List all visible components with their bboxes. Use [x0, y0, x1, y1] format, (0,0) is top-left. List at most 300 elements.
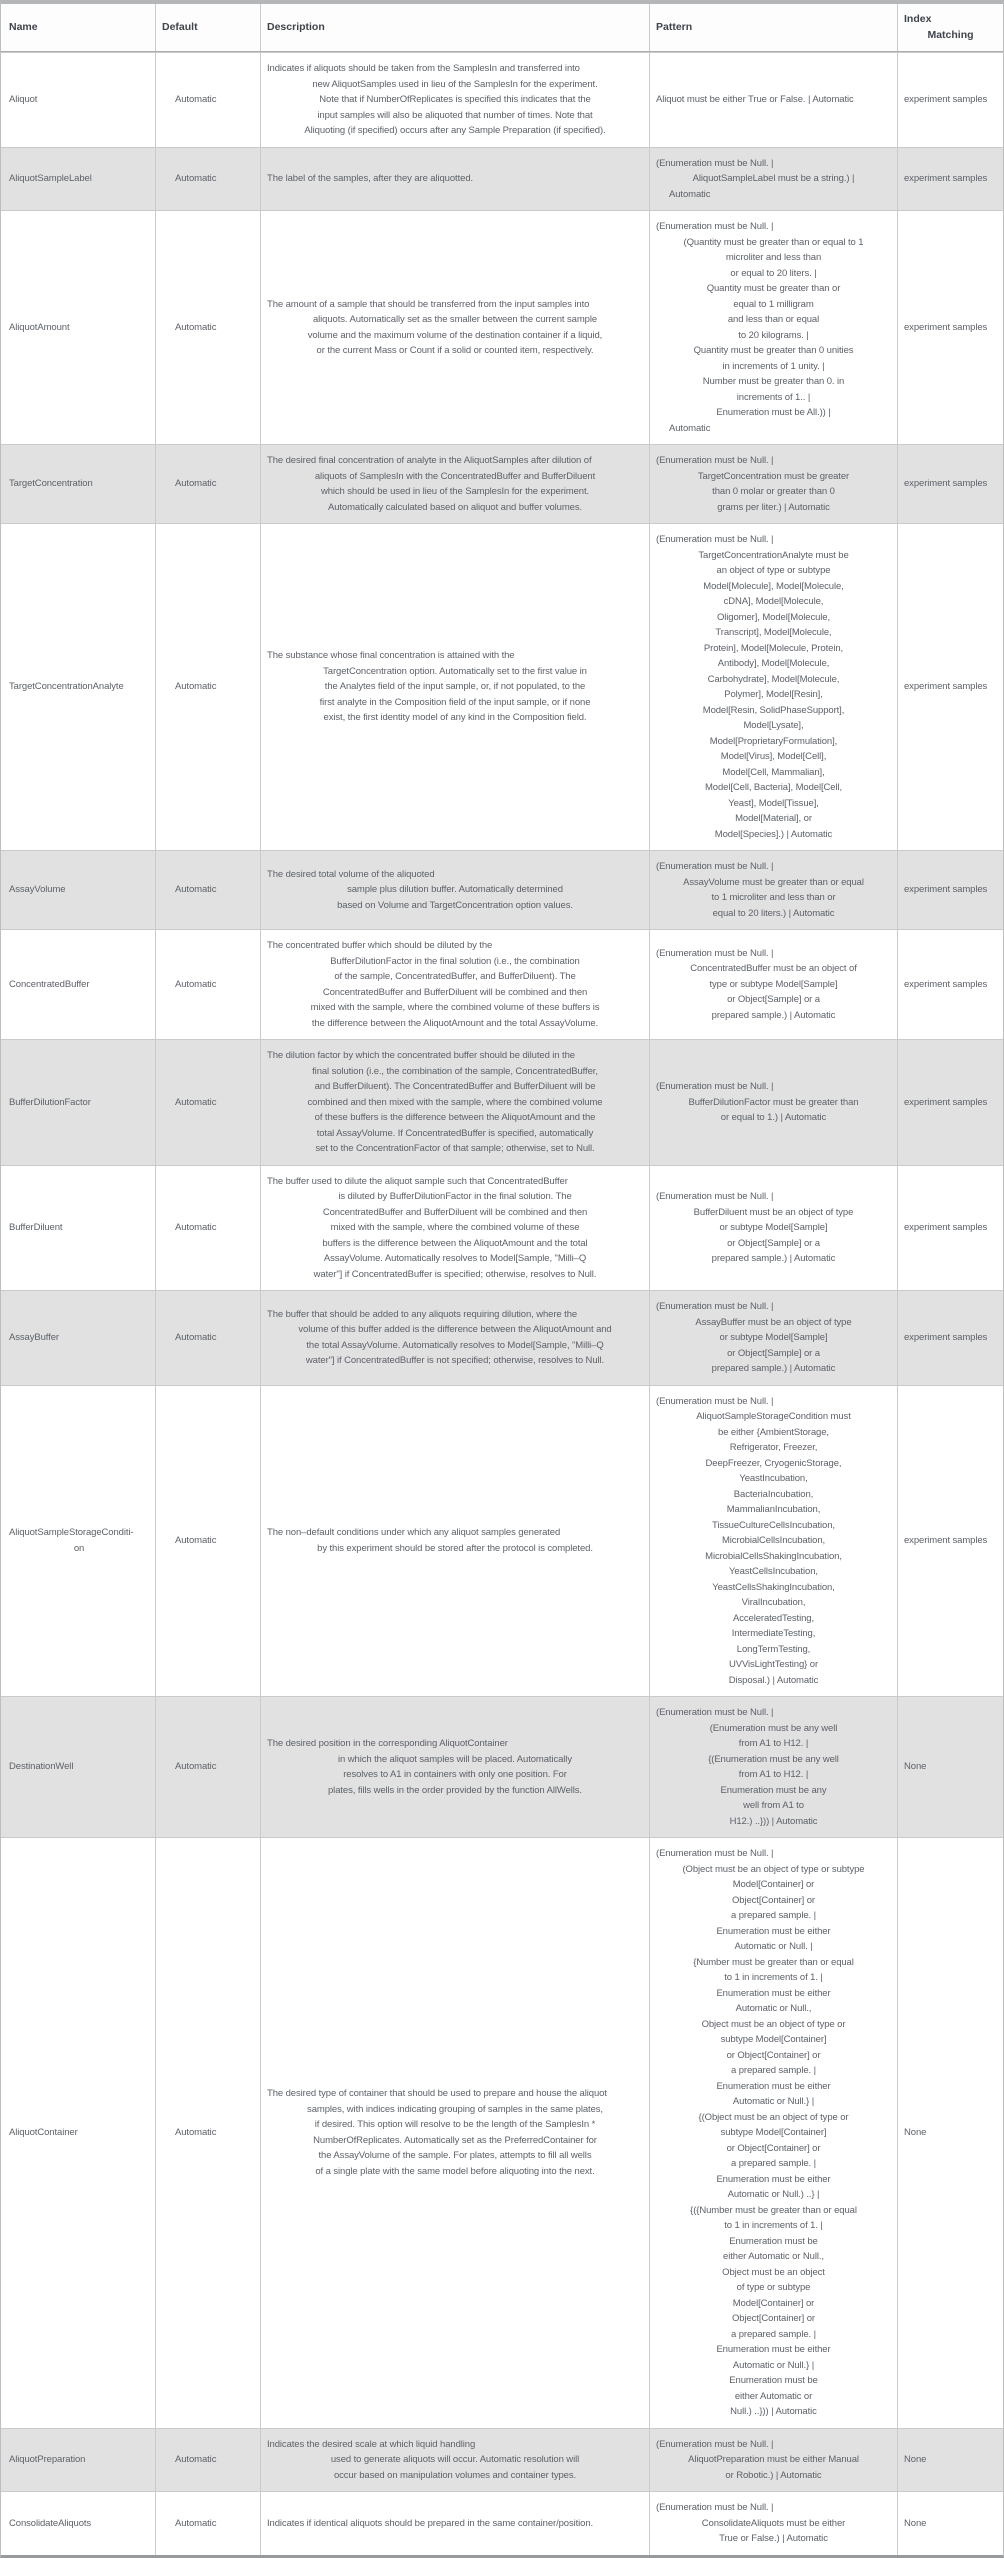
cell-line: Automatic [669, 188, 711, 200]
index-matching-cell [898, 2492, 1003, 2555]
cell-line: Automatic [175, 94, 217, 105]
description-cell [261, 1386, 650, 1697]
cell-line: None [904, 1761, 927, 1773]
name-cell [1, 524, 156, 850]
description-cell [261, 930, 650, 1039]
default-cell [156, 1697, 261, 1837]
cell-line: of type or subtype [736, 2282, 811, 2293]
cell-line: True or False.) | Automatic [719, 2533, 828, 2544]
cell-line: None [904, 2127, 927, 2138]
cell-line: {(Enumeration must be any well [708, 1753, 839, 1765]
cell-line: Polymer], Model[Resin], [724, 689, 823, 700]
table-row [1, 1385, 1003, 1697]
cell-line: YeastCellsShakingIncubation, [712, 1581, 835, 1593]
cell-line: AssayBuffer [9, 1332, 59, 1343]
cell-line: based on Volume and TargetConcentration option values. [337, 899, 573, 911]
cell-line: Null.) ..})) | Automatic [730, 2406, 817, 2417]
index-matching-cell [898, 1040, 1003, 1165]
cell-line: (Enumeration must be Null. | [656, 1081, 774, 1092]
cell-line: AssayBuffer must be an object of type [695, 1316, 852, 1328]
cell-line: prepared sample.) | Automatic [711, 1009, 836, 1021]
index-matching-cell [898, 148, 1003, 211]
cell-line: the AssayVolume of the sample. For plates, attempts to fill all wells [318, 2150, 592, 2162]
default-cell [156, 1386, 261, 1697]
pattern-cell [650, 1166, 898, 1291]
pattern-cell [650, 851, 898, 929]
cell-line: TargetConcentration [9, 478, 93, 490]
table-row [1, 850, 1003, 929]
cell-line: or equal to 20 liters. | [730, 267, 817, 279]
cell-line: AssayVolume must be greater than or equal [683, 876, 864, 888]
cell-line: Automatic [175, 681, 217, 693]
cell-line: Enumeration must be either [716, 1987, 831, 1999]
cell-line: YeastCellsIncubation, [729, 1566, 818, 1577]
cell-line: (Enumeration must be Null. | [656, 1707, 774, 1718]
cell-line: Enumeration must be either [716, 1925, 831, 1937]
cell-line: from A1 to H12. | [738, 1738, 809, 1749]
table-row [1, 1165, 1003, 1291]
cell-line: Automatic [175, 2517, 217, 2529]
cell-line: if desired. This option will resolve to be the length of the SamplesIn * [314, 2119, 596, 2131]
cell-line: Note that if NumberOfReplicates is specified this indicates that the [319, 94, 591, 105]
cell-line: TargetConcentrationAnalyte must be [698, 549, 849, 561]
cell-line: Automatic [175, 1535, 217, 1546]
cell-line: {({Number must be greater than or equal [690, 2204, 857, 2216]
description-cell [261, 1697, 650, 1837]
cell-line: AssayVolume [9, 884, 66, 896]
pattern-cell [650, 148, 898, 211]
description-cell [261, 148, 650, 211]
cell-line: plates, fills wells in the order provided by the function AllWells. [328, 1784, 582, 1796]
cell-line: buffers is the difference between the AliquotAmount and the total [322, 1237, 588, 1249]
pattern-cell [650, 445, 898, 523]
cell-line: cDNA], Model[Molecule, [723, 596, 824, 607]
cell-line: (Quantity must be greater than or equal to 1 [683, 236, 864, 248]
cell-line: Enumeration must be [729, 2235, 818, 2247]
cell-line: either Automatic or Null., [723, 2251, 824, 2262]
cell-line: or Object[Sample] or a [727, 994, 820, 1006]
description-cell [261, 524, 650, 850]
description-cell [261, 1291, 650, 1385]
pattern-cell [650, 1386, 898, 1697]
description-cell [261, 1040, 650, 1165]
name-cell [1, 1838, 156, 2428]
cell-line: or Object[Container] or [726, 2049, 821, 2061]
cell-line: or subtype Model[Sample] [719, 1332, 828, 1343]
cell-line: (Enumeration must be Null. | [656, 1395, 774, 1407]
name-cell [1, 1386, 156, 1697]
cell-line: experiment samples [904, 1535, 988, 1546]
cell-line: Indicates the desired scale at which liquid handling [267, 2438, 476, 2450]
column-header [650, 4, 898, 51]
cell-line: equal to 1 milligram [733, 298, 814, 310]
cell-line: final solution (i.e., the combination of the sample, ConcentratedBuffer, [312, 1065, 598, 1077]
cell-line: new AliquotSamples used in lieu of the SamplesIn for the experiment. [312, 78, 598, 90]
cell-line: used to generate aliquots will occur. Automatic resolution will [330, 2454, 580, 2465]
cell-line: is diluted by BufferDilutionFactor in the final solution. The [338, 1191, 572, 1202]
cell-line: a prepared sample. | [731, 2065, 816, 2076]
cell-line: Automatic or Null.} | [732, 2359, 815, 2371]
cell-line: well from A1 to [743, 1800, 804, 1811]
cell-line: Automatic [175, 478, 217, 490]
cell-line: ConcentratedBuffer [9, 978, 90, 990]
cell-line: in increments of 1 unity. | [722, 360, 825, 372]
index-matching-cell [898, 445, 1003, 523]
cell-line: or the current Mass or Count if a solid or counted item, respectively. [316, 345, 594, 356]
cell-line: Model[Lysate], [743, 720, 804, 731]
cell-line: (Enumeration must be Null. | [656, 534, 774, 545]
cell-line: samples, with indices indicating grouping of samples in the same plates, [307, 2103, 603, 2115]
default-cell [156, 148, 261, 211]
cell-line: the difference between the AliquotAmount and the total AssayVolume. [311, 1017, 599, 1029]
name-cell [1, 1697, 156, 1837]
index-matching-cell [898, 1166, 1003, 1291]
column-header [898, 4, 1003, 51]
cell-line: AcceleratedTesting, [732, 1612, 814, 1624]
cell-line: experiment samples [904, 94, 988, 105]
cell-line: The buffer that should be added to any aliquots requiring dilution, where the [267, 1308, 578, 1320]
cell-line: in which the aliquot samples will be placed. Automatically [338, 1753, 572, 1765]
cell-line: Model[Container] or [732, 1879, 815, 1890]
table-row [1, 1039, 1003, 1165]
cell-line: AliquotPreparation must be either Manual [688, 2454, 859, 2465]
cell-line: Model[Cell, Mammalian], [722, 766, 825, 778]
cell-line: type or subtype Model[Sample] [709, 978, 838, 990]
cell-line: Model[Container] or [732, 2297, 815, 2309]
index-matching-cell [898, 1291, 1003, 1385]
cell-line: either Automatic or [734, 2390, 813, 2402]
cell-line: the Analytes field of the input sample, or, if not populated, to the [324, 681, 586, 693]
cell-line: None [904, 2454, 927, 2465]
cell-line: increments of 1.. | [736, 391, 811, 403]
table-row [1, 1837, 1003, 2428]
cell-line: DestinationWell [9, 1761, 74, 1773]
cell-line: UVVisLightTesting} or [728, 1659, 819, 1670]
cell-line: Automatic or Null.) ..} | [727, 2189, 820, 2200]
cell-line: the total AssayVolume. Automatically resolves to Model[Sample, "Milli–Q [306, 1339, 604, 1351]
cell-line: or Object[Sample] or a [727, 1237, 820, 1249]
pattern-cell [650, 1040, 898, 1165]
cell-line: AliquotSampleStorageConditi- [9, 1527, 134, 1539]
cell-line: Indicates if identical aliquots should be prepared in the same container/position. [267, 2517, 594, 2529]
cell-line: Automatic [175, 321, 217, 333]
cell-line: The amount of a sample that should be transferred from the input samples into [267, 298, 590, 310]
cell-line: AliquotSampleStorageCondition must [696, 1411, 851, 1422]
index-matching-cell [898, 524, 1003, 850]
cell-line: a prepared sample. | [731, 2158, 816, 2169]
cell-line: (Enumeration must be Null. | [656, 947, 774, 959]
default-cell [156, 524, 261, 850]
name-cell [1, 1166, 156, 1291]
cell-line: None [904, 2517, 927, 2529]
cell-line: Name [9, 20, 38, 33]
default-cell [156, 930, 261, 1039]
index-matching-cell [898, 1838, 1003, 2428]
cell-line: Carbohydrate], Model[Molecule, [707, 673, 840, 685]
cell-line: prepared sample.) | Automatic [711, 1253, 836, 1264]
table-row [1, 444, 1003, 523]
cell-line: MicrobialCellsIncubation, [721, 1535, 826, 1546]
cell-line: LongTermTesting, [736, 1643, 811, 1655]
description-cell [261, 2492, 650, 2555]
cell-line: TargetConcentration must be greater [697, 470, 850, 482]
cell-line: grams per liter.) | Automatic [717, 501, 830, 513]
name-cell [1, 1040, 156, 1165]
cell-line: to 1 microliter and less than or [711, 892, 836, 903]
cell-line: to 1 in increments of 1. | [724, 1972, 823, 1983]
cell-line: Aliquot must be either True or False. | Automatic [656, 94, 854, 105]
cell-line: or Object[Container] or [726, 2142, 821, 2154]
cell-line: Automatic [175, 2127, 217, 2138]
cell-line: exist, the first identity model of any kind in the Composition field. [323, 712, 587, 724]
index-matching-cell [898, 2429, 1003, 2492]
column-header [1, 4, 156, 51]
cell-line: AliquotSampleLabel must be a string.) | [692, 173, 855, 184]
cell-line: Quantity must be greater than 0 unities [693, 345, 854, 356]
table-row [1, 1696, 1003, 1837]
cell-line: Automatically calculated based on aliquot and buffer volumes. [327, 501, 583, 513]
table-row [1, 210, 1003, 444]
pattern-cell [650, 524, 898, 850]
cell-line: BacteriaIncubation, [733, 1488, 814, 1500]
cell-line: The concentrated buffer which should be diluted by the [267, 940, 493, 951]
cell-line: volume and the maximum volume of the destination container if a liquid, [307, 329, 603, 341]
default-cell [156, 851, 261, 929]
cell-line: (Enumeration must be Null. | [656, 2438, 774, 2450]
cell-line: Automatic or Null., [735, 2003, 812, 2014]
cell-line: AliquotContainer [9, 2127, 78, 2138]
index-matching-cell [898, 53, 1003, 147]
cell-line: Automatic [175, 1222, 217, 1233]
cell-line: than 0 molar or greater than 0 [712, 486, 835, 497]
cell-line: subtype Model[Container] [720, 2127, 827, 2138]
cell-line: first analyte in the Composition field of the input sample, or if none [319, 696, 591, 708]
cell-line: be either {AmbientStorage, [718, 1426, 829, 1438]
default-cell [156, 445, 261, 523]
name-cell [1, 851, 156, 929]
cell-line: Model[Cell, Bacteria], Model[Cell, [704, 782, 843, 793]
cell-line: and BufferDiluent). The ConcentratedBuffer and BufferDiluent will be [314, 1081, 596, 1092]
cell-line: Yeast], Model[Tissue], [728, 797, 819, 809]
cell-line: of the sample, ConcentratedBuffer, and BufferDiluent). The [334, 971, 576, 982]
index-matching-cell [898, 1697, 1003, 1837]
name-cell [1, 2429, 156, 2492]
cell-line: and less than or equal [727, 314, 820, 325]
cell-line: BufferDilutionFactor [9, 1096, 91, 1108]
cell-line: (Enumeration must be Null. | [656, 861, 774, 872]
cell-line: combined and then mixed with the sample, where the combined volume [307, 1096, 603, 1108]
cell-line: Automatic [175, 884, 217, 896]
cell-line: AliquotSampleLabel [9, 173, 92, 184]
cell-line: Aliquoting (if specified) occurs after any Sample Preparation (if specified). [304, 125, 606, 136]
cell-line: ConsolidateAliquots must be either [701, 2517, 846, 2529]
cell-line: Enumeration must be either [716, 2080, 831, 2092]
cell-line: {Number must be greater than or equal [693, 1956, 854, 1968]
cell-line: ConcentratedBuffer and BufferDiluent will be combined and then [322, 986, 588, 998]
cell-line: experiment samples [904, 478, 988, 490]
cell-line: from A1 to H12. | [738, 1769, 809, 1780]
cell-line: which should be used in lieu of the SamplesIn for the experiment. [320, 486, 590, 497]
cell-line: Model[Virus], Model[Cell], [720, 751, 827, 762]
cell-line: ConcentratedBuffer and BufferDiluent will be combined and then [322, 1206, 588, 1218]
cell-line: Object[Container] or [731, 2313, 815, 2324]
name-cell [1, 53, 156, 147]
cell-line: Automatic [175, 1332, 217, 1343]
index-matching-cell [898, 930, 1003, 1039]
cell-line: (Enumeration must be Null. | [656, 157, 774, 169]
default-cell [156, 53, 261, 147]
pattern-cell [650, 211, 898, 444]
description-cell [261, 1838, 650, 2428]
pattern-cell [650, 2429, 898, 2492]
cell-line: volume of this buffer added is the difference between the AliquotAmount and [298, 1324, 612, 1336]
cell-line: resolves to A1 in containers with only one position. For [343, 1769, 567, 1780]
cell-line: microliter and less than [725, 252, 822, 263]
cell-line: (Enumeration must be Null. | [656, 2502, 774, 2513]
cell-line: water"] if ConcentratedBuffer is not specified; otherwise, resolves to Null. [305, 1355, 605, 1367]
cell-line: sample plus dilution buffer. Automatically determined [347, 884, 563, 896]
description-cell [261, 53, 650, 147]
cell-line: Automatic [175, 1096, 217, 1108]
cell-line: Pattern [656, 20, 693, 33]
cell-line: Enumeration must be either [716, 2173, 831, 2185]
cell-line: experiment samples [904, 1222, 988, 1233]
table-row [1, 1290, 1003, 1385]
cell-line: (Enumeration must be Null. | [656, 221, 774, 232]
cell-line: Index [904, 13, 932, 25]
index-matching-cell [898, 851, 1003, 929]
description-cell [261, 2429, 650, 2492]
default-cell [156, 1166, 261, 1291]
cell-line: to 20 kilograms. | [738, 329, 809, 341]
cell-line: Automatic or Null. | [734, 1941, 813, 1952]
cell-line: Automatic [669, 422, 711, 434]
cell-line: {(Object must be an object of type or [698, 2111, 849, 2123]
cell-line: The desired final concentration of analyte in the AliquotSamples after dilution of [267, 455, 592, 466]
cell-line: Automatic [175, 173, 217, 184]
table-row [1, 929, 1003, 1039]
pattern-cell [650, 930, 898, 1039]
cell-line: experiment samples [904, 978, 988, 990]
cell-line: BufferDilutionFactor in the final solution (i.e., the combination [330, 955, 580, 967]
cell-line: Quantity must be greater than or [706, 283, 841, 294]
default-cell [156, 1040, 261, 1165]
table-row [1, 52, 1003, 147]
cell-line: Refrigerator, Freezer, [729, 1442, 818, 1453]
name-cell [1, 148, 156, 211]
cell-line: DeepFreezer, CryogenicStorage, [705, 1457, 842, 1469]
cell-line: Object[Container] or [731, 1894, 815, 1906]
pattern-cell [650, 1838, 898, 2428]
cell-line: MammalianIncubation, [726, 1504, 821, 1515]
cell-line: AssayVolume. Automatically resolves to Model[Sample, "Milli–Q [323, 1253, 587, 1264]
cell-line: mixed with the sample, where the combined volume of these buffers is [310, 1002, 600, 1013]
table-row [1, 2491, 1003, 2555]
cell-line: Enumeration must be [729, 2375, 818, 2386]
cell-line: NumberOfReplicates. Automatically set as the PreferredContainer for [313, 2134, 597, 2146]
cell-line: aliquots. Automatically set as the smaller between the current sample [312, 314, 598, 325]
cell-line: MicrobialCellsShakingIncubation, [705, 1550, 842, 1562]
cell-line: or Robotic.) | Automatic [725, 2469, 822, 2481]
cell-line: a prepared sample. | [731, 2328, 816, 2340]
cell-line: or equal to 1.) | Automatic [720, 1112, 827, 1123]
table-row [1, 2428, 1003, 2492]
cell-line: The desired position in the corresponding AliquotContainer [267, 1738, 508, 1749]
pattern-cell [650, 1291, 898, 1385]
cell-line: (Enumeration must be Null. | [656, 1848, 774, 1859]
cell-line: Enumeration must be either [716, 2344, 831, 2355]
cell-line: BufferDiluent must be an object of type [693, 1206, 854, 1218]
cell-line: Enumeration must be All.)) | [716, 407, 831, 418]
default-cell [156, 1291, 261, 1385]
cell-line: Transcript], Model[Molecule, [715, 627, 832, 638]
cell-line: The desired type of container that should be used to prepare and house the aliquot [267, 2088, 607, 2100]
cell-line: experiment samples [904, 173, 988, 184]
default-cell [156, 2429, 261, 2492]
cell-line: input samples will also be aliquoted that number of times. Note that [317, 109, 593, 121]
cell-line: The label of the samples, after they are aliquotted. [267, 173, 474, 184]
cell-line: occur based on manipulation volumes and container types. [333, 2469, 577, 2481]
cell-line: Enumeration must be any [720, 1784, 827, 1796]
cell-line: on [73, 1542, 85, 1554]
cell-line: Matching [927, 28, 974, 41]
default-cell [156, 2492, 261, 2555]
cell-line: by this experiment should be stored after the protocol is completed. [317, 1542, 593, 1554]
cell-line: Automatic [175, 978, 217, 990]
cell-line: AliquotPreparation [9, 2454, 86, 2465]
cell-line: Antibody], Model[Molecule, [717, 658, 830, 669]
name-cell [1, 2492, 156, 2555]
cell-line: The non–default conditions under which any aliquot samples generated [267, 1527, 561, 1539]
index-matching-cell [898, 1386, 1003, 1697]
cell-line: The buffer used to dilute the aliquot sample such that ConcentratedBuffer [267, 1175, 568, 1187]
cell-line: Automatic or Null.} | [732, 2096, 815, 2107]
cell-line: experiment samples [904, 321, 988, 333]
cell-line: Model[ProprietaryFormulation], [709, 735, 838, 747]
cell-line: (Enumeration must be Null. | [656, 455, 774, 466]
cell-line: of these buffers is the difference between the AliquotAmount and the [314, 1112, 596, 1123]
cell-line: or subtype Model[Sample] [719, 1222, 828, 1233]
cell-line: IntermediateTesting, [731, 1628, 816, 1639]
cell-line: prepared sample.) | Automatic [711, 1363, 836, 1374]
table-row [1, 147, 1003, 211]
cell-line: an object of type or subtype [716, 565, 831, 576]
cell-line: Oligomer], Model[Molecule, [716, 611, 831, 623]
pattern-cell [650, 2492, 898, 2555]
name-cell [1, 445, 156, 523]
table-row [1, 523, 1003, 850]
cell-line: subtype Model[Container] [720, 2034, 827, 2045]
cell-line: aliquots of SamplesIn with the ConcentratedBuffer and BufferDiluent [314, 470, 596, 482]
cell-line: Protein], Model[Molecule, Protein, [703, 642, 844, 654]
index-matching-cell [898, 211, 1003, 444]
pattern-cell [650, 53, 898, 147]
default-cell [156, 1838, 261, 2428]
cell-line: Object must be an object of type or [701, 2018, 846, 2030]
cell-line: (Enumeration must be any well [709, 1722, 838, 1734]
cell-line: of a single plate with the same model before aliquoting into the next. [315, 2165, 595, 2177]
cell-line: Automatic [175, 2454, 217, 2465]
cell-line: Model[Species].) | Automatic [714, 828, 833, 840]
cell-line: experiment samples [904, 1096, 988, 1108]
cell-line: ConsolidateAliquots [9, 2517, 92, 2529]
description-cell [261, 211, 650, 444]
name-cell [1, 930, 156, 1039]
cell-line: H12.) ..})) | Automatic [729, 1815, 818, 1827]
cell-line: equal to 20 liters.) | Automatic [712, 907, 835, 919]
header-row [1, 4, 1003, 52]
cell-line: Indicates if aliquots should be taken from the SamplesIn and transferred into [267, 63, 580, 74]
